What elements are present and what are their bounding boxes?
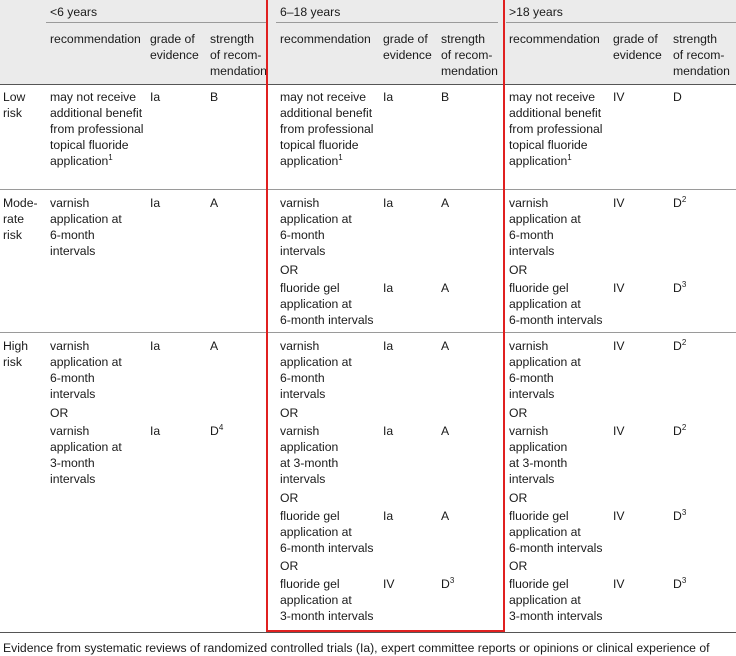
strength-of-recommendation: $D^3$ xyxy=(441,575,455,591)
risk-label-high: High risk xyxy=(3,339,29,369)
strength-of-recommendation: $D^3$ xyxy=(673,279,687,295)
subheader-strength-over-18: strength of recom- mendation xyxy=(673,32,730,78)
subheader-recommendation-over-18: recommendation xyxy=(509,32,600,46)
recommendation-text: fluoride gel application at 6-month intervals xyxy=(509,281,603,327)
recommendation-text: varnish application at 3-month intervals xyxy=(50,424,122,486)
strength-of-recommendation: A xyxy=(441,196,450,210)
subheader-strength-under-6: strength of recom- mendation xyxy=(210,32,267,78)
or-separator: OR xyxy=(509,406,528,420)
grade-of-evidence: Ia xyxy=(383,424,394,438)
recommendation-text: may not receive additional benefit from professional topical fluoride application$^1$ xyxy=(509,90,603,168)
recommendation-text: varnish application at 6-month intervals xyxy=(50,339,122,401)
grade-of-evidence: IV xyxy=(613,339,625,353)
grade-of-evidence: Ia xyxy=(150,90,161,104)
subheader-grade-under-6: grade of evidence xyxy=(150,32,199,62)
subheader-grade-6-18: grade of evidence xyxy=(383,32,432,62)
or-separator: OR xyxy=(280,406,299,420)
strength-of-recommendation: $D^3$ xyxy=(673,575,687,591)
recommendation-text: varnish application at 6-month intervals xyxy=(50,196,122,258)
subheader-recommendation-under-6: recommendation xyxy=(50,32,141,46)
strength-of-recommendation: $D^2$ xyxy=(673,422,687,438)
grade-of-evidence: Ia xyxy=(150,424,161,438)
recommendation-text: fluoride gel application at 6-month intervals xyxy=(509,509,603,555)
or-separator: OR xyxy=(509,491,528,505)
recommendation-text: may not receive additional benefit from professional topical fluoride application$^1$ xyxy=(50,90,144,168)
or-separator: OR xyxy=(280,263,299,277)
or-separator: OR xyxy=(509,559,528,573)
age-group-header-6-18: 6–18 years xyxy=(280,5,341,19)
strength-of-recommendation: $D^3$ xyxy=(673,507,687,523)
or-separator: OR xyxy=(280,491,299,505)
recommendation-text: varnish application at 6-month intervals xyxy=(509,196,581,258)
strength-of-recommendation: A xyxy=(210,339,219,353)
grade-of-evidence: Ia xyxy=(150,196,161,210)
strength-of-recommendation: A xyxy=(441,424,450,438)
recommendation-text: fluoride gel application at 3-month intervals xyxy=(280,577,374,623)
or-separator: OR xyxy=(280,559,299,573)
strength-of-recommendation: $D^4$ xyxy=(210,422,224,438)
or-separator: OR xyxy=(509,263,528,277)
highlight-box-6-18-years xyxy=(266,0,505,632)
or-separator: OR xyxy=(50,406,69,420)
group-header-rule-under-6 xyxy=(46,22,266,23)
strength-of-recommendation: A xyxy=(441,281,450,295)
grade-of-evidence: IV xyxy=(613,196,625,210)
recommendation-text: fluoride gel application at 3-month intervals xyxy=(509,577,603,623)
grade-of-evidence: IV xyxy=(613,509,625,523)
age-group-header-under-6: <6 years xyxy=(50,5,98,19)
grade-of-evidence: IV xyxy=(383,577,395,591)
subheader-strength-6-18: strength of recom- mendation xyxy=(441,32,498,78)
recommendation-text: fluoride gel application at 6-month intervals xyxy=(280,509,374,555)
footnote-text: Evidence from systematic reviews of randomized controlled trials (Ia), expert committee reports or opinions or clinical experience of xyxy=(3,641,710,655)
strength-of-recommendation: A xyxy=(441,339,450,353)
subheader-recommendation-6-18: recommendation xyxy=(280,32,371,46)
grade-of-evidence: IV xyxy=(613,281,625,295)
grade-of-evidence: Ia xyxy=(383,196,394,210)
strength-of-recommendation: $D^2$ xyxy=(673,194,687,210)
grade-of-evidence: Ia xyxy=(383,509,394,523)
subheader-grade-over-18: grade of evidence xyxy=(613,32,662,62)
risk-label-low: Low risk xyxy=(3,90,26,120)
grade-of-evidence: IV xyxy=(613,90,625,104)
grade-of-evidence: Ia xyxy=(383,281,394,295)
grade-of-evidence: Ia xyxy=(383,339,394,353)
strength-of-recommendation: A xyxy=(210,196,219,210)
table-bottom-rule xyxy=(0,632,736,633)
recommendation-text: may not receive additional benefit from professional topical fluoride application$^1$ xyxy=(280,90,374,168)
risk-label-moderate: Mode- rate risk xyxy=(3,196,38,242)
group-header-rule-over-18 xyxy=(506,22,736,23)
recommendation-text: varnish application at 6-month intervals xyxy=(280,339,352,401)
strength-of-recommendation: D xyxy=(673,90,682,104)
grade-of-evidence: IV xyxy=(613,577,625,591)
recommendation-text: varnish application at 3-month intervals xyxy=(509,424,568,486)
strength-of-recommendation: B xyxy=(441,90,450,104)
grade-of-evidence: Ia xyxy=(383,90,394,104)
recommendation-text: fluoride gel application at 6-month intervals xyxy=(280,281,374,327)
strength-of-recommendation: A xyxy=(441,509,450,523)
recommendation-text: varnish application at 3-month intervals xyxy=(280,424,339,486)
recommendation-text: varnish application at 6-month intervals xyxy=(509,339,581,401)
strength-of-recommendation: $D^2$ xyxy=(673,337,687,353)
grade-of-evidence: Ia xyxy=(150,339,161,353)
age-group-header-over-18: >18 years xyxy=(509,5,563,19)
strength-of-recommendation: B xyxy=(210,90,219,104)
grade-of-evidence: IV xyxy=(613,424,625,438)
recommendation-text: varnish application at 6-month intervals xyxy=(280,196,352,258)
